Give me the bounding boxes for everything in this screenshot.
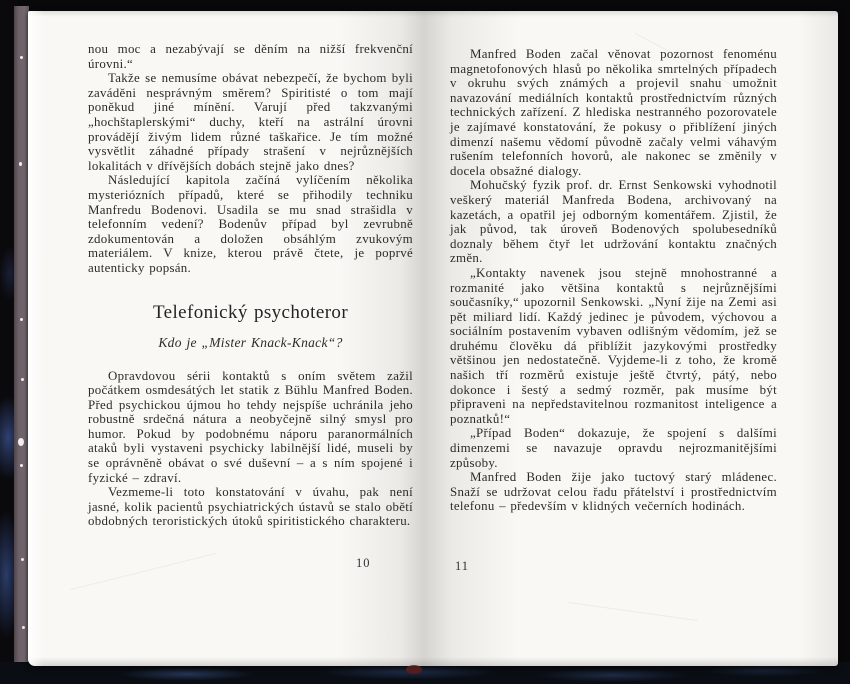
book-paragraph: Vezmeme-li toto konstatování v úvahu, pak není jasné, kolik pacientů psychiatrických ústavů se stalo obětí obdobných teroristických útoků spiritistického charakteru. (88, 485, 413, 529)
chapter-subtitle: Kdo je „Mister Knack-Knack“? (158, 334, 343, 350)
chapter-title: Telefonický psychoteror (152, 301, 349, 323)
book-paragraph: Následující kapitola začíná vylíčením několika mysteriózních případů, které se přihodily techniku Manfredu Bodenovi. Usadila se mu snad strašidla v telefonním vedení? Bodenův případ byl zevrubně zdokumentován a doložen obsáhlým zvukovým materiálem. V knize, kterou právě čtete, je poprvé autenticky popsán. (88, 173, 413, 275)
left-page-text (88, 42, 413, 529)
open-pages (28, 11, 838, 666)
page-edge-speck (20, 464, 23, 467)
binding-mark (406, 665, 422, 674)
page-edge-speck (21, 558, 24, 561)
right-page-text (450, 47, 777, 514)
page-edge-speck (18, 438, 24, 446)
page-number-right: 11 (455, 559, 470, 573)
book-paragraph: Mohučský fyzik prof. dr. Ernst Senkowski vyhodnotil veškerý materiál Manfreda Bodena, archivovaný na kazetách, a opatřil jej odborným komentářem. Zjistil, že jak původ, tak úroveň Bodenových spolubesedníků doznaly během čtyř let udržování kontaktu značných změn. (450, 178, 777, 266)
page-number-left: 10 (356, 556, 371, 570)
page-edges-stack (14, 6, 29, 670)
book-paragraph: Takže se nemusíme obávat nebezpečí, že bychom byli zaváděni nesprávným směrem? Spiritisté o tom mají poněkud jiné mínění. Varují před takzvanými „hochštaplerskými“ duchy, kteří na astrální úrovni provádějí živým lidem různé taškařice. Je tím možné vysvětlit záhadné případy strašení v nejrůznějších lokalitách v dřívějších dobách stejně jako dnes? (88, 71, 413, 173)
page-edge-speck (20, 56, 23, 59)
book-paragraph: „Kontakty navenek jsou stejně mnohostranné a rozmanité jako většina kontaktů s nejrůznějšími současníky,“ upozornil Senkowski. „Nyní žije na Zemi asi pět miliard lidí. Každý jedinec je původem, výchovou a sociálním postavením vybaven odlišným vědomím, jež se druhému člověku dá přiblížit jazykovými prostředky většinou jen nedostatečně. Vyjdeme-li z toho, že kromě našich tří rozměrů existuje ještě čtvrtý, pátý, nebo dokonce i šestý a sedmý rozměr, pak musíme být připraveni na nepředstavitelnou rozmanitost inteligence a poznatků!“ (450, 265, 777, 426)
page-edge-speck (20, 318, 23, 321)
paper-crease (569, 602, 698, 621)
paper-crease (70, 553, 216, 590)
book-paragraph: nou moc a nezabývají se děním na nižší frekvenční úrovni.“ (88, 42, 413, 71)
book-paragraph: Manfred Boden začal věnovat pozornost fenoménu magnetofonových hlasů po několika smrtelných případech v okruhu svých známých a projevil snahu umožnit navazování mediálních kontaktů prostřednictvím různých technických zařízení. Z hlediska nestranného pozorovatele je zajímavé konstatování, že pokusy o přiblížení jiných dimenzí našemu vědomí původně začaly velmi váhavým rušením telefonních hovorů, ale nakonec se změnily v docela obsažné dialogy. (450, 47, 777, 178)
book-paragraph: „Případ Boden“ dokazuje, že spojení s dalšími dimenzemi se navazuje opravdu nejrozmanitějšími způsoby. (450, 426, 777, 470)
book-paragraph: Manfred Boden žije jako tuctový starý mládenec. Snaží se udržovat celou řadu přátelství i prostřednictvím telefonu – především v klidných večerních hodinách. (450, 470, 777, 514)
page-edge-speck (22, 626, 25, 629)
page-edge-speck (21, 378, 24, 381)
page-edge-speck (19, 162, 22, 166)
book-paragraph: Opravdovou sérii kontaktů s oním světem zažil počátkem osmdesátých let statik z Bühlu Manfred Boden. Před psychickou újmou ho tehdy nejspíše uchránila jeho robustně srdečná nátura a neobyčejně silný smysl pro humor. Pokud by podobnému náporu paranormálních ataků byli vystaveni psychicky labilnější lidé, museli by se oprávněně obávat o své duševní – a s ním spojené i fyzické – zdraví. (88, 368, 413, 485)
